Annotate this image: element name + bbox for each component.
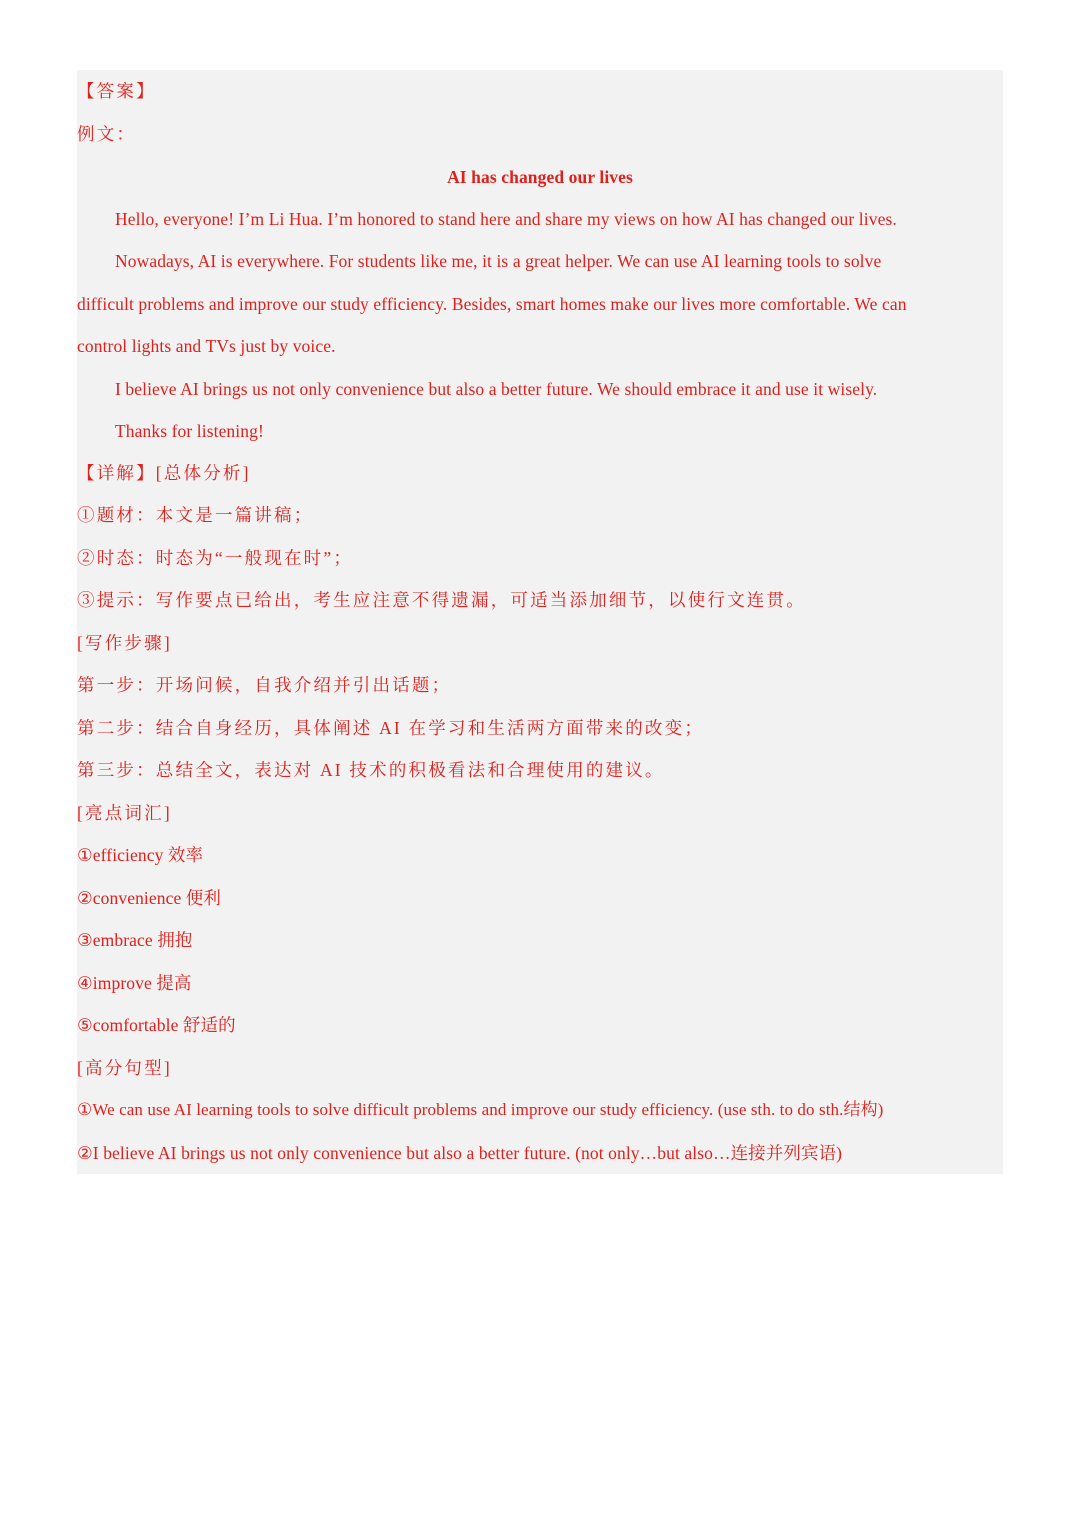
vocab-item: ③embrace 拥抱 bbox=[77, 930, 193, 950]
answer-section bbox=[77, 70, 1003, 1174]
vocab-item: ④improve 提高 bbox=[77, 973, 192, 993]
sentences-heading: [高分句型] bbox=[77, 1058, 172, 1078]
vocab-item: ⑤comfortable 舒适的 bbox=[77, 1015, 236, 1035]
step-item: 第一步：开场问候，自我介绍并引出话题； bbox=[77, 675, 452, 695]
essay-title: AI has changed our lives bbox=[447, 167, 633, 187]
steps-heading: [写作步骤] bbox=[77, 633, 172, 653]
vocab-heading: [亮点词汇] bbox=[77, 803, 172, 823]
analysis-item: ②时态：时态为“一般现在时”； bbox=[77, 548, 354, 568]
vocab-item: ①efficiency 效率 bbox=[77, 845, 204, 865]
sentence-item: ①We can use AI learning tools to solve difficult problems and improve our study efficiency. (use sth. to do sth.结构) bbox=[77, 1100, 884, 1119]
essay-paragraph-2-line-1: Nowadays, AI is everywhere. For students like me, it is a great helper. We can use AI learning tools to solve bbox=[115, 251, 882, 271]
analysis-item: ③提示：写作要点已给出，考生应注意不得遗漏，可适当添加细节，以使行文连贯。 bbox=[77, 590, 806, 610]
step-item: 第二步：结合自身经历，具体阐述 AI 在学习和生活两方面带来的改变； bbox=[77, 718, 705, 738]
essay-paragraph-2-line-2: difficult problems and improve our study efficiency. Besides, smart homes make our lives more comfortable. We can bbox=[77, 294, 907, 314]
essay-paragraph-3: I believe AI brings us not only convenience but also a better future. We should embrace it and use it wisely. bbox=[115, 379, 878, 399]
analysis-item: ①题材：本文是一篇讲稿； bbox=[77, 505, 314, 525]
answer-heading: 【答案】 bbox=[77, 81, 156, 101]
essay-paragraph-4: Thanks for listening! bbox=[115, 421, 264, 441]
step-item: 第三步：总结全文，表达对 AI 技术的积极看法和合理使用的建议。 bbox=[77, 760, 665, 780]
vocab-item: ②convenience 便利 bbox=[77, 888, 222, 908]
sample-label: 例文： bbox=[77, 124, 137, 144]
explanation-heading: 【详解】[总体分析] bbox=[77, 463, 251, 483]
essay-paragraph-2-line-3: control lights and TVs just by voice. bbox=[77, 336, 336, 356]
essay-paragraph-1: Hello, everyone! I’m Li Hua. I’m honored to stand here and share my views on how AI has changed our lives. bbox=[115, 209, 897, 229]
sentence-item: ②I believe AI brings us not only convenience but also a better future. (not only…but also…连接并列宾语) bbox=[77, 1143, 843, 1163]
